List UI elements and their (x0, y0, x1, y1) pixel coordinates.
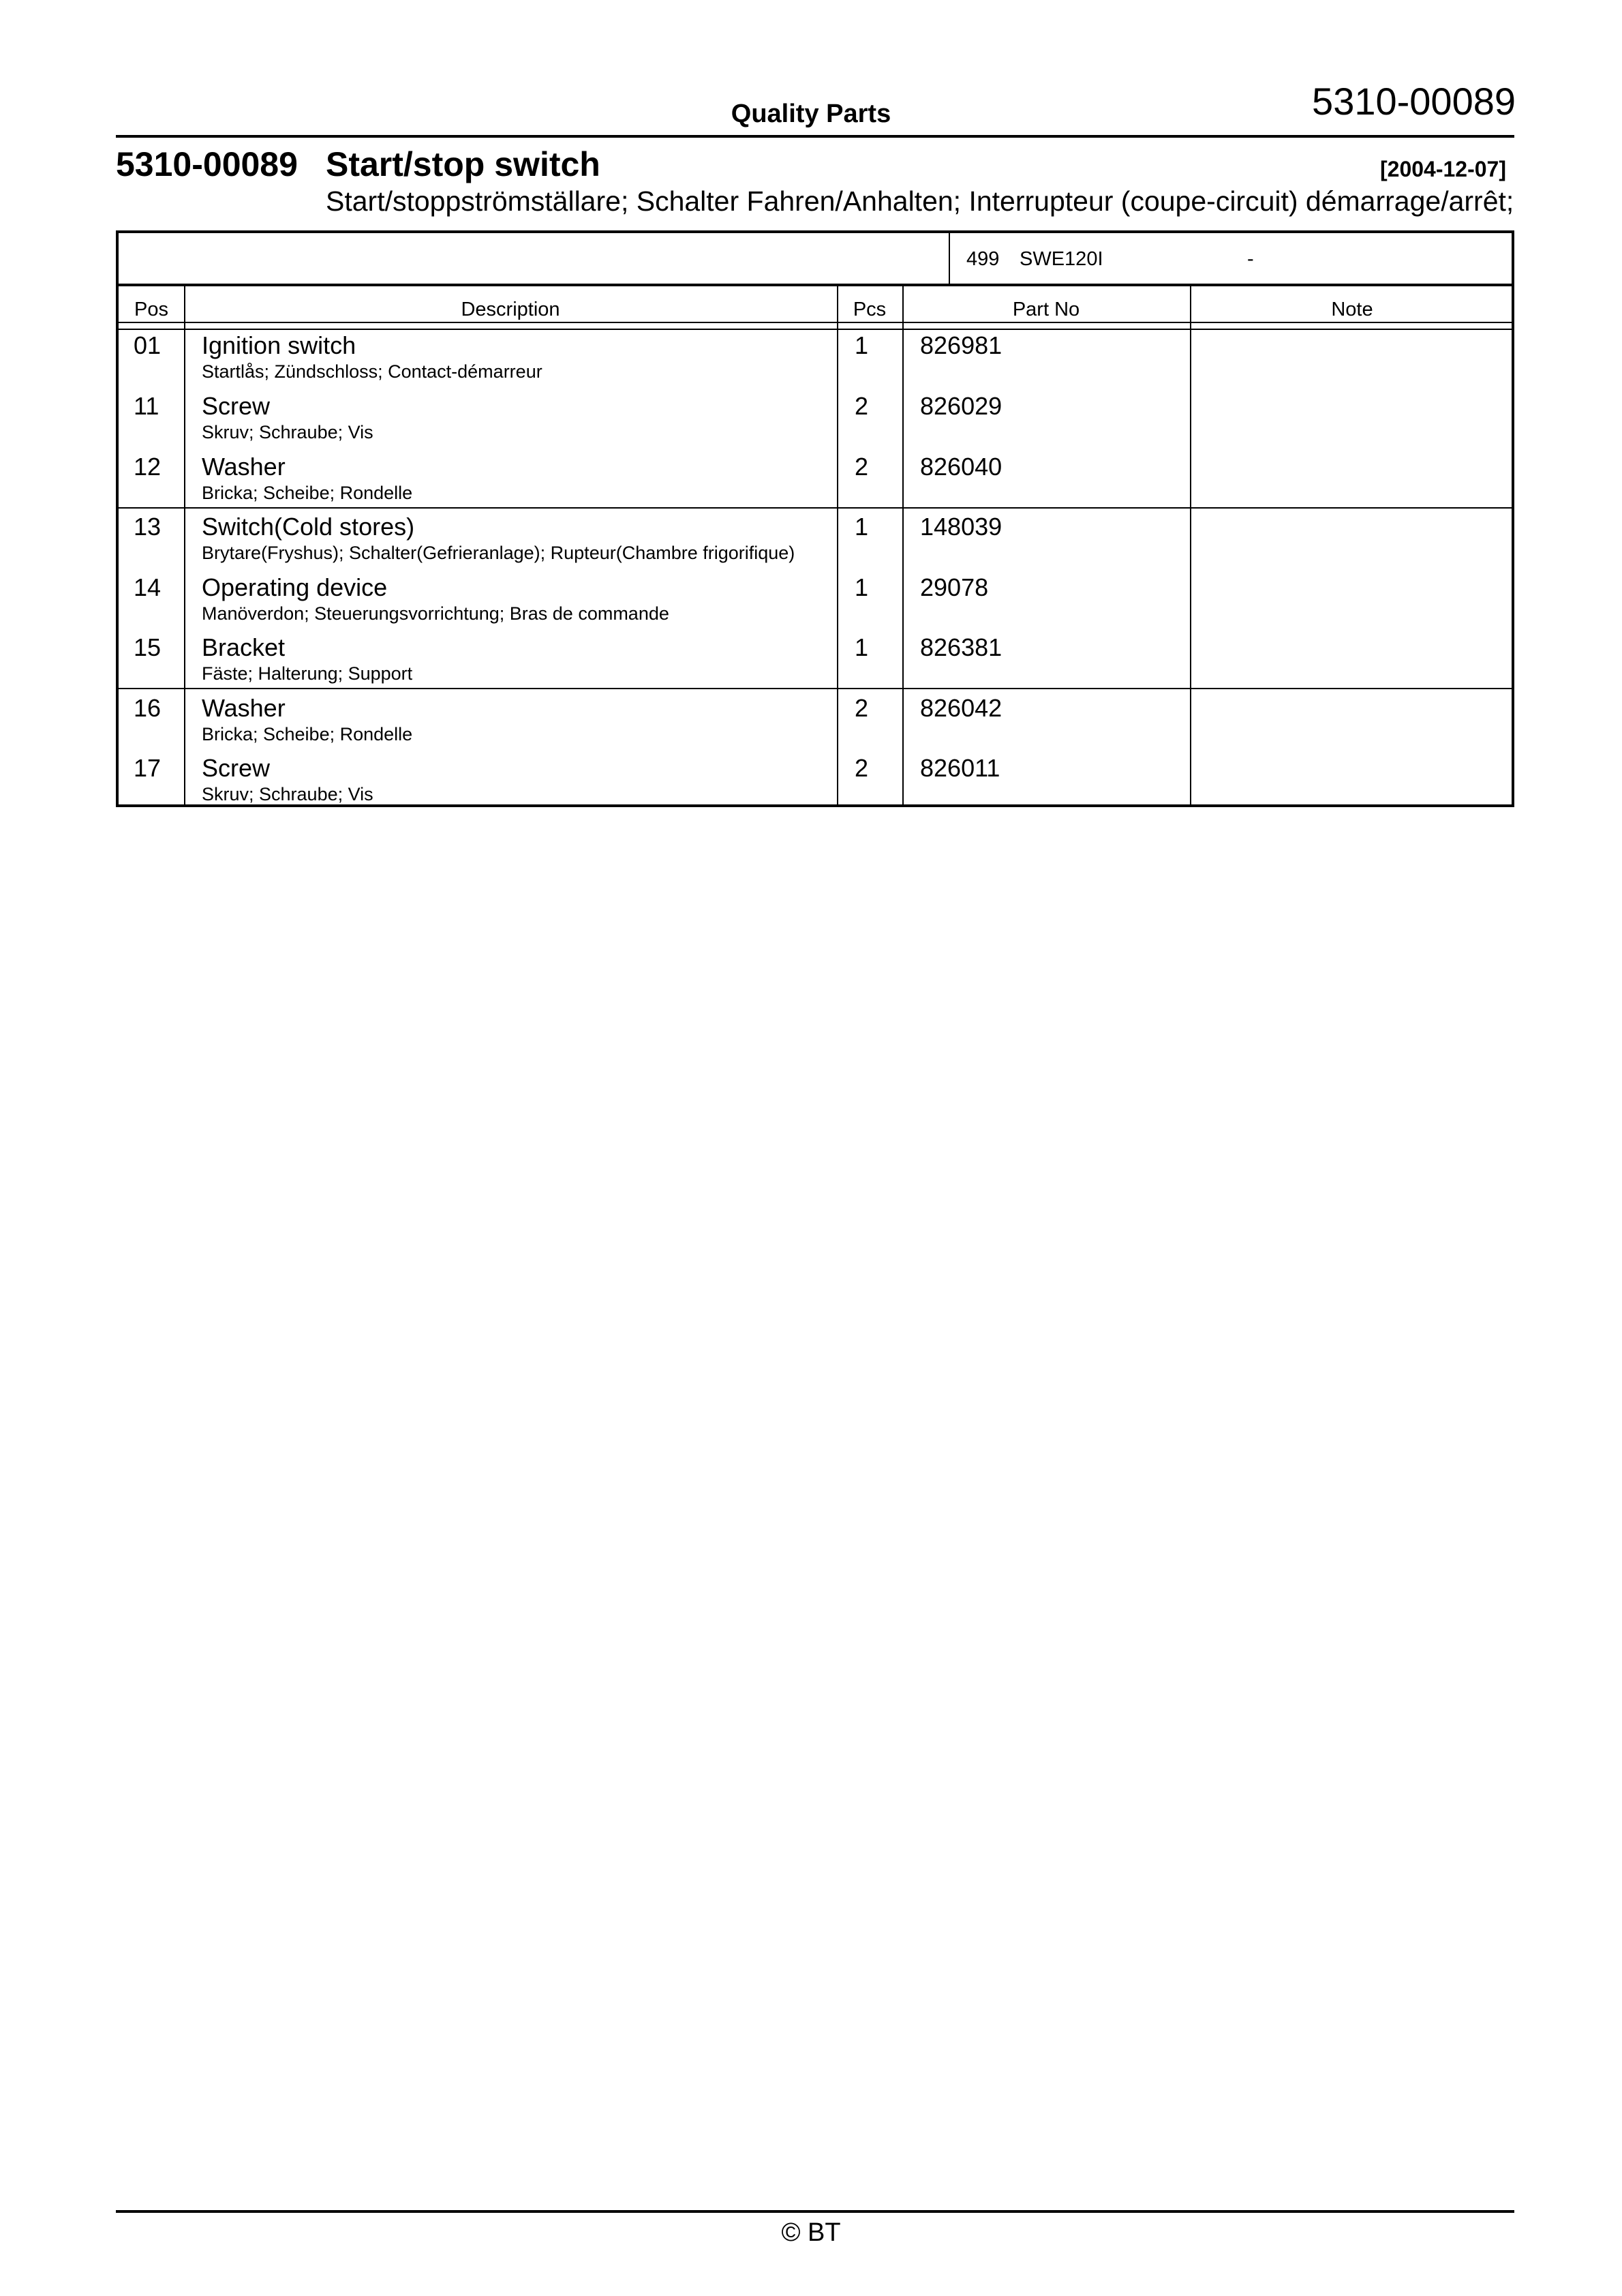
column-header-pos: Pos (134, 299, 168, 320)
row-part-no: 826042 (920, 694, 1003, 722)
model-note: - (1247, 248, 1254, 270)
column-header-note: Note (1331, 299, 1373, 320)
table-row (119, 694, 1512, 754)
row-description: Ignition switch (202, 331, 356, 359)
row-part-no: 826029 (920, 392, 1003, 420)
row-translation: Skruv; Schraube; Vis (202, 784, 373, 804)
row-translation: Brytare(Fryshus); Schalter(Gefrieranlage); Rupteur(Chambre frigorifique) (202, 543, 795, 563)
table-row (119, 392, 1512, 452)
row-description: Washer (202, 453, 286, 481)
model-row (119, 233, 1512, 286)
row-pos: 14 (134, 573, 162, 601)
row-part-no: 826981 (920, 331, 1003, 359)
header-bottom-rule-double (119, 329, 1512, 330)
table-row (119, 453, 1512, 513)
row-translation: Startlås; Zündschloss; Contact-démarreur (202, 361, 542, 382)
section-title: Quality Parts (731, 100, 891, 128)
row-pcs: 2 (855, 754, 869, 782)
part-number-title: 5310-00089 (116, 145, 298, 183)
table-row (119, 513, 1512, 573)
column-header-part-no: Part No (1012, 299, 1080, 320)
row-description: Washer (202, 694, 286, 722)
row-pcs: 1 (855, 573, 869, 601)
title-translations: Start/stoppströmställare; Schalter Fahren/Anhalten; Interrupteur (coupe-circuit) démarrage/arrêt; (326, 185, 1514, 217)
footer-rule (116, 2210, 1514, 2213)
row-pos: 17 (134, 754, 162, 782)
row-pos: 16 (134, 694, 162, 722)
table-row (119, 633, 1512, 693)
header-rule (116, 135, 1514, 138)
row-pcs: 1 (855, 513, 869, 541)
header-bottom-rule (119, 322, 1512, 323)
model-separator (949, 233, 950, 284)
row-pos: 13 (134, 513, 162, 541)
part-name-title: Start/stop switch (326, 145, 600, 183)
table-row (119, 331, 1512, 391)
row-part-no: 826040 (920, 453, 1003, 481)
row-pcs: 1 (855, 331, 869, 359)
column-header-description: Description (461, 299, 560, 320)
row-pcs: 2 (855, 392, 869, 420)
revision-date: [2004-12-07] (1380, 157, 1506, 181)
row-description: Screw (202, 392, 271, 420)
document-number: 5310-00089 (1312, 80, 1516, 123)
row-translation: Bricka; Scheibe; Rondelle (202, 724, 413, 744)
row-description: Switch(Cold stores) (202, 513, 415, 541)
model-code: 499 (966, 248, 1000, 270)
parts-table (116, 230, 1514, 807)
copyright: © BT (781, 2218, 841, 2247)
row-part-no: 826381 (920, 633, 1003, 661)
row-description: Screw (202, 754, 271, 782)
row-pos: 12 (134, 453, 162, 481)
column-header-pcs: Pcs (853, 299, 887, 320)
row-pos: 11 (134, 392, 159, 420)
row-translation: Bricka; Scheibe; Rondelle (202, 483, 413, 503)
row-part-no: 148039 (920, 513, 1003, 541)
row-pos: 01 (134, 331, 162, 359)
row-part-no: 826011 (920, 754, 1000, 782)
table-row (119, 573, 1512, 633)
row-pcs: 2 (855, 694, 869, 722)
row-translation: Skruv; Schraube; Vis (202, 422, 373, 442)
row-description: Operating device (202, 573, 388, 601)
row-pcs: 1 (855, 633, 869, 661)
table-row (119, 754, 1512, 814)
row-pcs: 2 (855, 453, 869, 481)
row-translation: Fäste; Halterung; Support (202, 663, 413, 684)
model-name: SWE120I (1020, 248, 1103, 270)
row-translation: Manöverdon; Steuerungsvorrichtung; Bras de commande (202, 603, 669, 624)
row-pos: 15 (134, 633, 162, 661)
row-part-no: 29078 (920, 573, 989, 601)
row-description: Bracket (202, 633, 286, 661)
